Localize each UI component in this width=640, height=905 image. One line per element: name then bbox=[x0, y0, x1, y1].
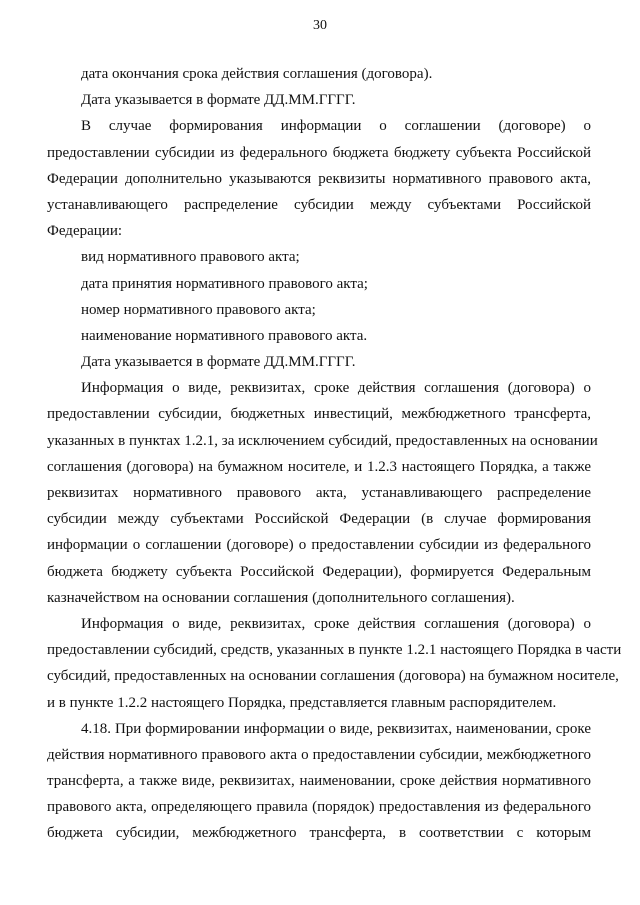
text-line: вид нормативного правового акта; bbox=[81, 249, 300, 266]
text-line: субсидий, предоставленных на основании соглашения (договора) на бумажном носителе, bbox=[47, 668, 619, 685]
text-line: бюджета субсидии, межбюджетного трансферта, в соответствии с которым bbox=[47, 825, 591, 842]
text-line: Дата указывается в формате ДД.ММ.ГГГГ. bbox=[81, 92, 356, 109]
page-number: 30 bbox=[313, 18, 327, 33]
text-line: информации о соглашении (договоре) о предоставлении субсидии из федерального bbox=[47, 537, 591, 554]
text-line: действия нормативного правового акта о предоставлении субсидии, межбюджетного bbox=[47, 746, 591, 763]
document-body bbox=[47, 61, 622, 847]
text-line: предоставлении субсидии, бюджетных инвестиций, межбюджетного трансферта, bbox=[47, 406, 591, 423]
text-line: указанных в пунктах 1.2.1, за исключением субсидий, предоставленных на основании bbox=[47, 432, 598, 449]
text-line: Федерации: bbox=[47, 223, 123, 240]
text-line: трансферта, а также виде, реквизитах, наименовании, сроке действия нормативного bbox=[47, 773, 591, 790]
text-line: Информация о виде, реквизитах, сроке действия соглашения (договора) о bbox=[81, 615, 591, 632]
text-line: казначейством на основании соглашения (дополнительного соглашения). bbox=[47, 589, 515, 606]
text-line: В случае формирования информации о соглашении (договоре) о bbox=[81, 118, 591, 135]
text-line: устанавливающего распределение субсидии между субъектами Российской bbox=[47, 196, 591, 213]
text-line: 4.18. При формировании информации о виде, реквизитах, наименовании, сроке bbox=[81, 720, 591, 737]
text-line: Информация о виде, реквизитах, сроке действия соглашения (договора) о bbox=[81, 380, 591, 397]
text-line: и в пункте 1.2.2 настоящего Порядка, представляется главным распорядителем. bbox=[47, 694, 557, 711]
text-line: наименование нормативного правового акта. bbox=[81, 327, 368, 344]
text-line: предоставлении субсидий, средств, указанных в пункте 1.2.1 настоящего Порядка в части bbox=[47, 642, 622, 659]
text-line: Дата указывается в формате ДД.ММ.ГГГГ. bbox=[81, 354, 356, 371]
text-line: дата окончания срока действия соглашения (договора). bbox=[81, 66, 433, 82]
text-line: бюджета бюджету субъекта Российской Федерации), формируется Федеральным bbox=[47, 563, 591, 580]
text-line: реквизитах нормативного правового акта, устанавливающего распределение bbox=[47, 485, 591, 501]
text-line: предоставлении субсидии из федерального бюджета бюджету субъекта Российской bbox=[47, 144, 591, 161]
text-line: соглашения (договора) на бумажном носителе, и 1.2.3 настоящего Порядка, а также bbox=[47, 458, 591, 475]
text-line: правового акта, определяющего правила (порядок) предоставления из федерального bbox=[47, 799, 591, 816]
text-line: номер нормативного правового акта; bbox=[81, 301, 316, 318]
text-line: субсидии между субъектами Российской Федерации (в случае формирования bbox=[47, 511, 591, 528]
text-line: Федерации дополнительно указываются реквизиты нормативного правового акта, bbox=[47, 170, 591, 187]
text-line: дата принятия нормативного правового акта; bbox=[81, 275, 368, 292]
